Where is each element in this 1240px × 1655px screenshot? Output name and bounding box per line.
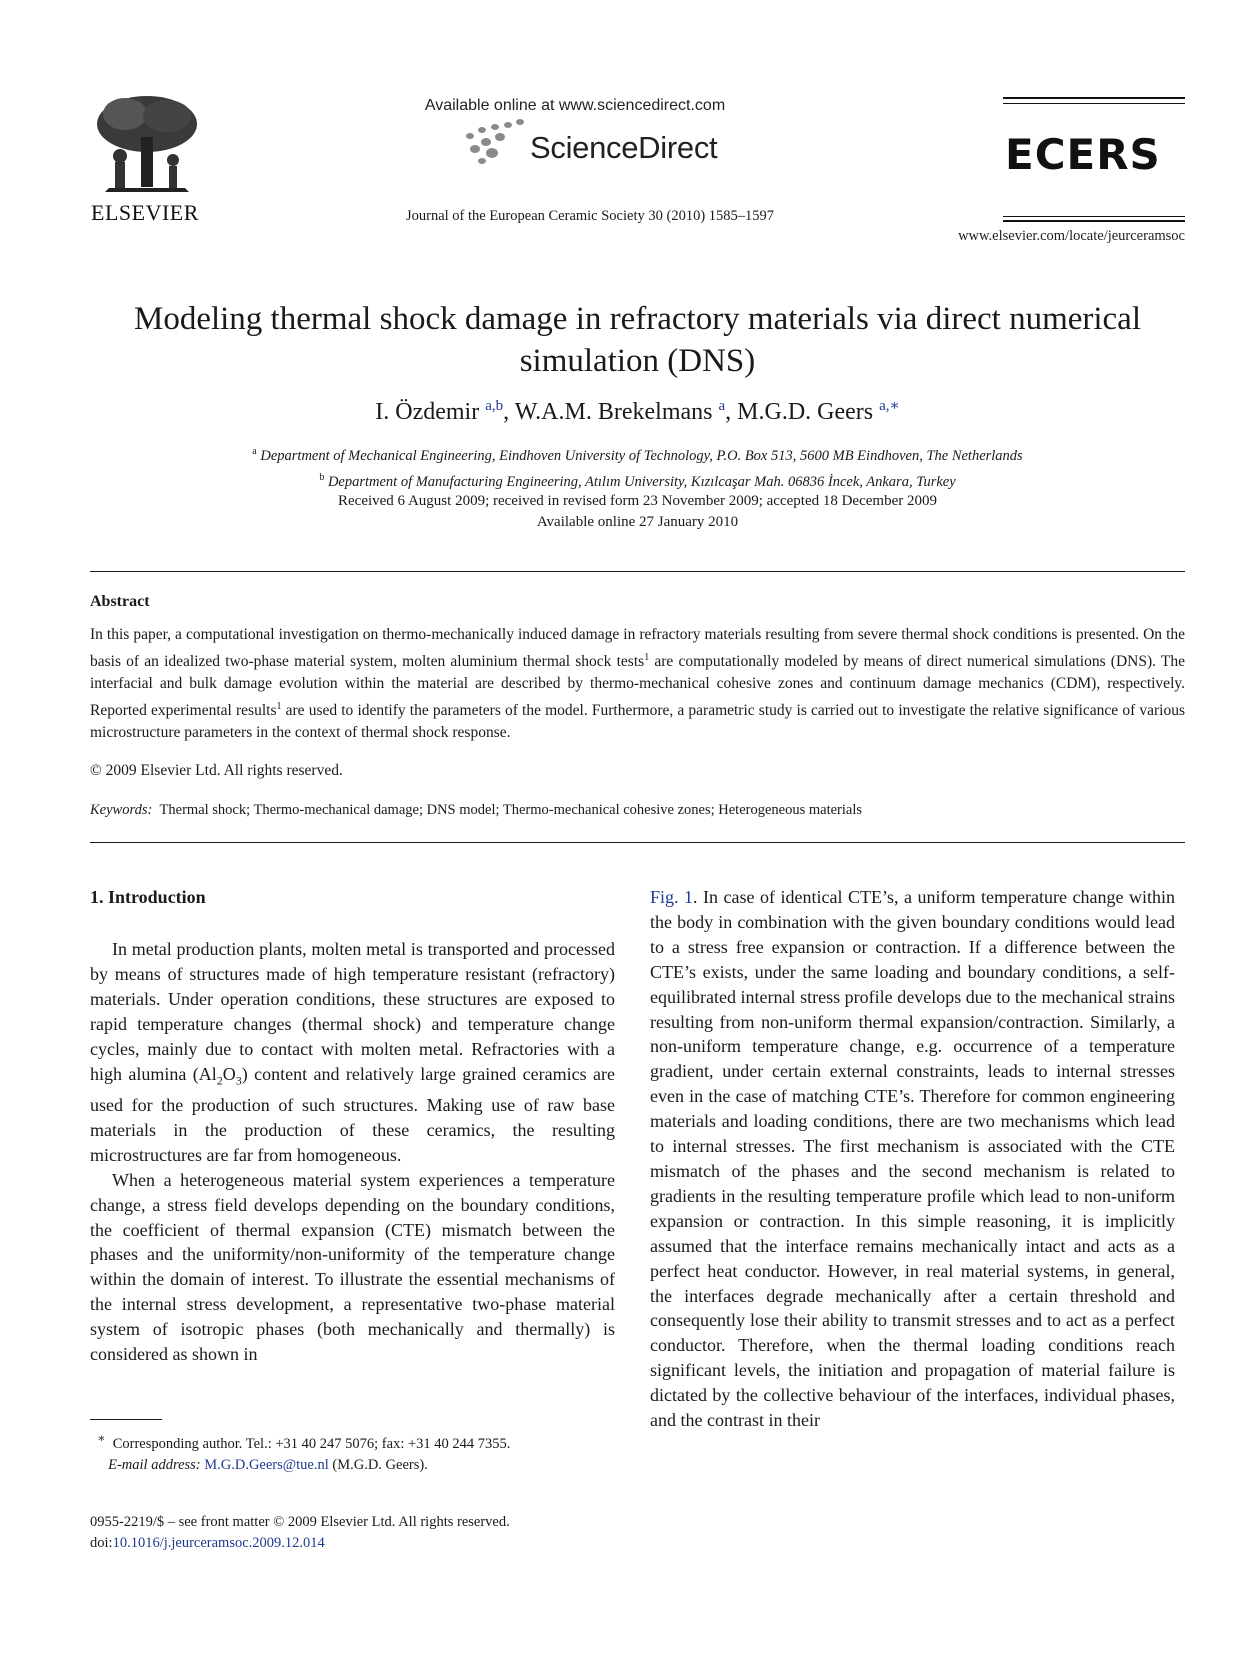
sciencedirect-name: ScienceDirect	[530, 130, 718, 165]
left-column	[90, 937, 615, 1367]
article-dates	[90, 491, 1185, 533]
author-separator: ,	[725, 399, 738, 425]
paragraph	[650, 885, 1175, 1433]
keywords	[90, 802, 1185, 819]
sciencedirect-logo	[460, 118, 760, 178]
corresponding-author: Corresponding author. Tel.: +31 40 247 5076; fax: +31 40 244 7355.	[112, 1435, 511, 1452]
available-date: Available online 27 January 2010	[536, 514, 739, 530]
elsevier-wordmark: ELSEVIER	[91, 200, 199, 225]
sciencedirect-dots-icon	[460, 118, 530, 172]
logo-rule	[1003, 103, 1185, 104]
abstract-text-part: In this paper, a computational investigation on thermo-mechanically induced damage in refractory materials resulting from severe thermal shock conditions is presented. On the basis of an idealized two-phase material system, molten aluminium thermal shock tests	[90, 626, 1185, 670]
affiliations	[90, 441, 1185, 493]
abstract-text-part: are computationally modeled by means of direct numerical simulations (DNS). The interfacial and bulk damage evolution within the material are described by thermo-mechanical cohesive zones and continuum damage mechanics (CDM), respectively. Reported experimental results	[90, 652, 1185, 719]
available-online-text: Available online at www.sciencedirect.com	[424, 97, 726, 114]
footnote-mark: ∗	[97, 1431, 106, 1445]
paragraph-text: In metal production plants, molten metal is transported and processed by means of structures made of high temperature resistant (refractory) materials. Under operation conditions, these structures are exposed to rapid temperature changes (thermal shock) and temperature change cycles, mainly due to contact with molten metal. Refractories with a high alumina (Al	[90, 939, 615, 1084]
footnote-line	[90, 1428, 615, 1455]
journal-reference: Journal of the European Ceramic Society 30 (2010) 1585–1597	[405, 208, 775, 224]
subscript: 3	[235, 1073, 242, 1088]
article-title: Modeling thermal shock damage in refractory materials via direct numerical simulation (DNS)	[133, 301, 1141, 379]
received-dates: Received 6 August 2009; received in revised form 23 November 2009; accepted 18 December 2009	[338, 493, 937, 509]
abstract-text	[90, 624, 1185, 745]
affiliation-text: Department of Mechanical Engineering, Eindhoven University of Technology, P.O. Box 513, 5600 MB Eindhoven, The Netherlands	[260, 447, 1023, 464]
issn-line: 0955-2219/$ – see front matter © 2009 Elsevier Ltd. All rights reserved.	[90, 1514, 510, 1530]
divider	[90, 842, 1185, 843]
reference-mark[interactable]: 1	[644, 651, 650, 663]
elsevier-logo	[85, 92, 205, 225]
paragraph: When a heterogeneous material system experiences a temperature change, a stress field develops depending on the boundary conditions, the coefficient of thermal expansion (CTE) mismatch between the phases and the uniformity/non-uniformity of the temperature change within the domain of interest. To illustrate the essential mechanisms of the internal stress development, a representative two-phase material system of isotropic phases (both mechanically and thermally) is considered as shown in	[90, 1169, 615, 1365]
front-matter	[90, 1512, 615, 1554]
affiliation-line	[90, 441, 1185, 467]
reference-mark[interactable]: 1	[276, 700, 282, 712]
copyright-notice: © 2009 Elsevier Ltd. All rights reserved.	[90, 762, 343, 779]
journal-url[interactable]: www.elsevier.com/locate/jeurceramsoc	[958, 228, 1185, 244]
subscript: 2	[216, 1073, 223, 1088]
author-affiliation-mark[interactable]: a,∗	[879, 398, 900, 414]
email-label: E-mail address:	[108, 1456, 201, 1473]
keywords-label: Keywords:	[90, 802, 153, 818]
author-name: W.A.M. Brekelmans	[514, 399, 713, 425]
author-affiliation-mark[interactable]: a	[718, 398, 726, 414]
footnote-line	[90, 1455, 615, 1476]
elsevier-tree-icon	[85, 92, 205, 200]
abstract-heading: Abstract	[90, 593, 150, 610]
author-name: I. Özdemir	[375, 399, 480, 425]
author-list	[90, 396, 1185, 426]
paragraph-text: O	[222, 1063, 236, 1084]
abstract-text-part: are used to identify the parameters of the model. Furthermore, a parametric study is carried out to investigate the relative significance of various microstructure parameters in the context of thermal shock response.	[90, 701, 1185, 742]
doi-link[interactable]: 10.1016/j.jeurceramsoc.2009.12.014	[112, 1535, 325, 1551]
email-link[interactable]: M.G.D.Geers@tue.nl	[204, 1456, 329, 1473]
email-owner: (M.G.D. Geers).	[328, 1456, 428, 1473]
logo-rule	[1003, 216, 1185, 217]
footnote-rule	[90, 1419, 162, 1420]
paragraph	[90, 937, 615, 1168]
footnote	[90, 1428, 615, 1476]
paragraph-text: ) content and relatively large grained ceramics are used for the production of such structures. Making use of raw base materials in the production of these ceramics, the resulting microstructures are far from homogeneous.	[90, 1063, 615, 1165]
divider	[90, 571, 1185, 572]
affiliation-line	[90, 467, 1185, 493]
author-affiliation-mark[interactable]: a,b	[485, 398, 504, 414]
paragraph-text: . In case of identical CTE’s, a uniform temperature change within the body in combination with the given boundary conditions would lead to a stress free expansion or contraction. If a difference between the CTE’s exists, under the same loading and boundary conditions, a self-equilibrated internal stress profile develops due to the mechanical strains resulting from non-uniform thermal expansion/contraction. Similarly, a non-uniform temperature change, e.g. occurrence of a temperature gradient, under certain external constraints, leads to internal stresses even in the case of matching CTE’s. Therefore for common engineering materials and loading conditions, there are two mechanisms which lead to internal stresses. The first mechanism is associated with the CTE mismatch of the phases and the second mechanism is related to gradients in the resulting temperature profile which lead to non-uniform expansion or contraction. In this simple reasoning, it is implicitly assumed that the interface remains mechanically intact and acts as a perfect heat conductor. However, in real material systems, in general, the interfaces degrade mechanically after a certain threshold and consequently lose their ability to transmit stresses and to act as a perfect conductor. Therefore, when the thermal loading conditions reach significant levels, the initiation and propagation of material failure is dictated by the collective behaviour of the interfaces, individual phases, and the contrast in their	[650, 887, 1175, 1431]
figure-link[interactable]: Fig. 1	[650, 887, 694, 907]
keywords-list: Thermal shock; Thermo-mechanical damage; DNS model; Thermo-mechanical cohesive zones; Heterogeneous materials	[159, 802, 863, 818]
logo-rule	[1003, 97, 1185, 99]
author-name: M.G.D. Geers	[737, 399, 874, 425]
affiliation-mark: a	[252, 446, 257, 457]
affiliation-text: Department of Manufacturing Engineering, Atılım University, Kızılcaşar Mah. 06836 İncek, Ankara, Turkey	[327, 473, 956, 490]
ecers-logo: ECERS	[1005, 130, 1161, 179]
logo-rule	[1003, 220, 1185, 222]
doi-line	[90, 1533, 615, 1554]
right-column	[650, 885, 1175, 1433]
affiliation-mark: b	[319, 471, 325, 483]
author-separator: ,	[503, 399, 515, 425]
doi-label: doi:	[90, 1535, 113, 1551]
section-heading: 1. Introduction	[90, 887, 206, 907]
